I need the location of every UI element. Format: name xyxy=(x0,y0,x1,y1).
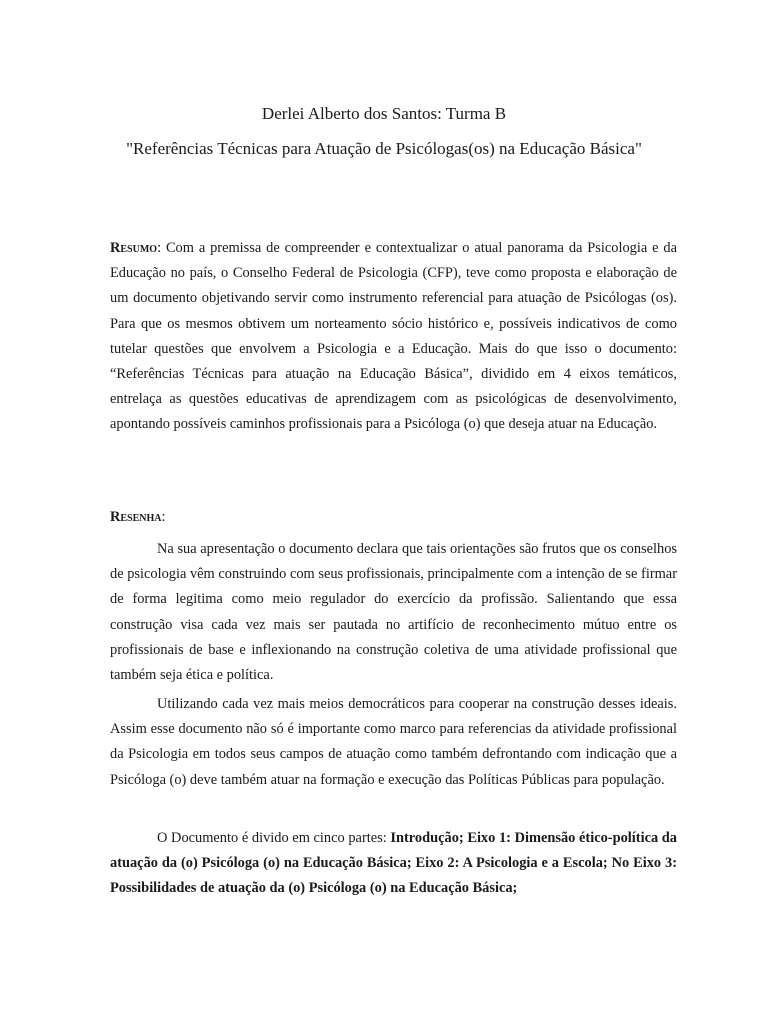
author-line: Derlei Alberto dos Santos: Turma B xyxy=(261,104,507,123)
document-title: "Referências Técnicas para Atuação de Psicólogas(os) na Educação Básica" xyxy=(126,139,642,158)
resenha-suffix: : xyxy=(161,509,166,525)
resumo-label: Resumo xyxy=(110,240,158,256)
resenha-paragraph-2: Utilizando cada vez mais meios democráticos para cooperar na construção desses ideais. Assim esse documento não só é importante como marco para referencias da atividade profissional da Psicologia em todos seus campos de atuação como também defrontando com indicação que a Psicóloga (o) deve também atuar na formação e execução das Políticas Públicas para população. xyxy=(110,696,677,788)
resenha-paragraph-1: Na sua apresentação o documento declara que tais orientações são frutos que os conselhos de psicologia vêm construindo com seus profissionais, principalmente com a intenção de se firmar de forma legitima como meio regulador do exercício da profissão. Salientando que essa construção visa cada vez mais ser pautada no artifício de reconhecimento mútuo entre os profissionais de base e inflexionando na construção coletiva de uma atividade profissional que também seja ética e política. xyxy=(110,541,677,684)
resenha-paragraph-3 xyxy=(110,826,677,902)
resumo-text: : Com a premissa de compreender e contextualizar o atual panorama da Psicologia e da Educação no país, o Conselho Federal de Psicologia (CFP), teve como proposta e elaboração de um documento objetivando servir como instrumento referencial para atuação de Psicólogas (os). Para que os mesmos obtivem um norteamento sócio histórico e, possíveis indicativos de como tutelar questões que envolvem a Psicologia e a Educação. Mais do que isso o documento: “Referências Técnicas para atuação na Educação Básica”, dividido em 4 eixos temáticos, entrelaça as questões educativas de aprendizagem com as psicológicas de desenvolvimento, apontando possíveis caminhos profissionais para a Psicóloga (o) que deseja atuar na Educação. xyxy=(110,240,677,433)
paragraph-3-bold: Introdução; Eixo 1: Dimensão ético-política da atuação da (o) Psicóloga (o) na Educação Básica; Eixo 2: A Psicologia e a Escola; No Eixo 3: Possibilidades de atuação da (o) Psicóloga (o) na Educação Básica; xyxy=(110,830,678,897)
resumo-paragraph xyxy=(110,236,677,438)
resenha-label: Resenha xyxy=(110,509,162,525)
paragraph-3-lead: O Documento é divido em cinco partes: xyxy=(157,830,391,846)
resenha-heading xyxy=(110,505,677,530)
